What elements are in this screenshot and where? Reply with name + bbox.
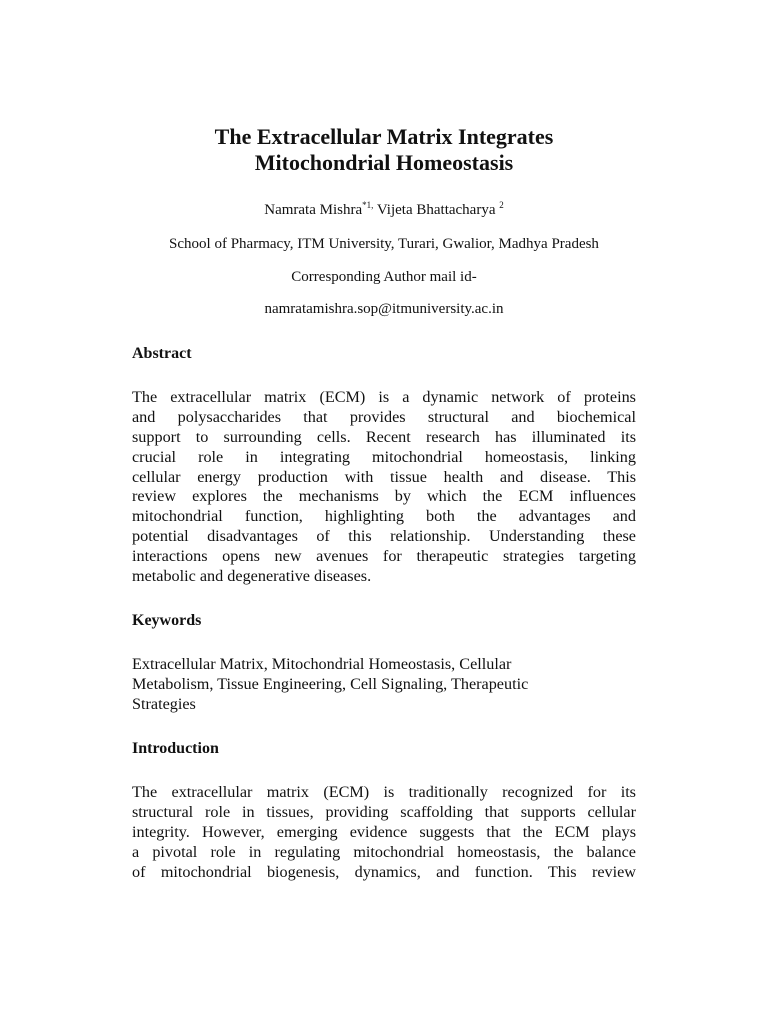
- text-line: Strategies: [132, 694, 196, 713]
- text-line: The extracellular matrix (ECM) is traditionally recognized for its: [132, 783, 636, 801]
- text-line: support to surrounding cells. Recent research has illuminated its: [132, 427, 636, 446]
- text-line: The extracellular matrix (ECM) is a dynamic network of proteins: [132, 388, 636, 406]
- author-name: Vijeta Bhattacharya: [373, 202, 500, 218]
- corresponding-author-label: Corresponding Author mail id-: [291, 269, 477, 285]
- text-line: Extracellular Matrix, Mitochondrial Homeostasis, Cellular: [132, 655, 512, 673]
- affiliation: School of Pharmacy, ITM University, Turari, Gwalior, Madhya Pradesh: [169, 236, 599, 252]
- title-line: The Extracellular Matrix Integrates: [214, 124, 554, 149]
- corresponding-author-email: namratamishra.sop@itmuniversity.ac.in: [264, 301, 504, 317]
- text-line: review explores the mechanisms by which the ECM influences: [132, 487, 636, 506]
- text-line: and polysaccharides that provides structural and biochemical: [132, 407, 636, 426]
- author-affiliation-mark: *1,: [362, 200, 374, 210]
- text-line: a pivotal role in regulating mitochondrial homeostasis, the balance: [132, 842, 636, 861]
- text-line: integrity. However, emerging evidence suggests that the ECM plays: [132, 822, 636, 841]
- text-line: of mitochondrial biogenesis, dynamics, and function. This review: [132, 862, 636, 881]
- author-name: Namrata Mishra: [264, 202, 363, 218]
- introduction-heading: Introduction: [132, 740, 219, 757]
- paper-title: [0, 124, 768, 176]
- text-line: potential disadvantages of this relationship. Understanding these: [132, 527, 636, 546]
- keywords-heading: Keywords: [132, 612, 202, 629]
- text-line: Metabolism, Tissue Engineering, Cell Signaling, Therapeutic: [132, 674, 529, 693]
- text-line: crucial role in integrating mitochondrial homeostasis, linking: [132, 447, 636, 466]
- text-line: structural role in tissues, providing scaffolding that supports cellular: [132, 802, 636, 821]
- keywords-text: [132, 655, 636, 715]
- text-line: cellular energy production with tissue health and disease. This: [132, 467, 636, 486]
- text-line: metabolic and degenerative diseases.: [132, 567, 372, 586]
- author-affiliation-mark: 2: [499, 200, 504, 210]
- title-line: Mitochondrial Homeostasis: [254, 150, 514, 175]
- author-list: [0, 201, 768, 219]
- text-line: interactions opens new avenues for therapeutic strategies targeting: [132, 547, 636, 566]
- text-line: mitochondrial function, highlighting both the advantages and: [132, 507, 636, 526]
- introduction-text: [132, 783, 636, 882]
- abstract-text: [132, 388, 636, 587]
- abstract-heading: Abstract: [132, 345, 192, 362]
